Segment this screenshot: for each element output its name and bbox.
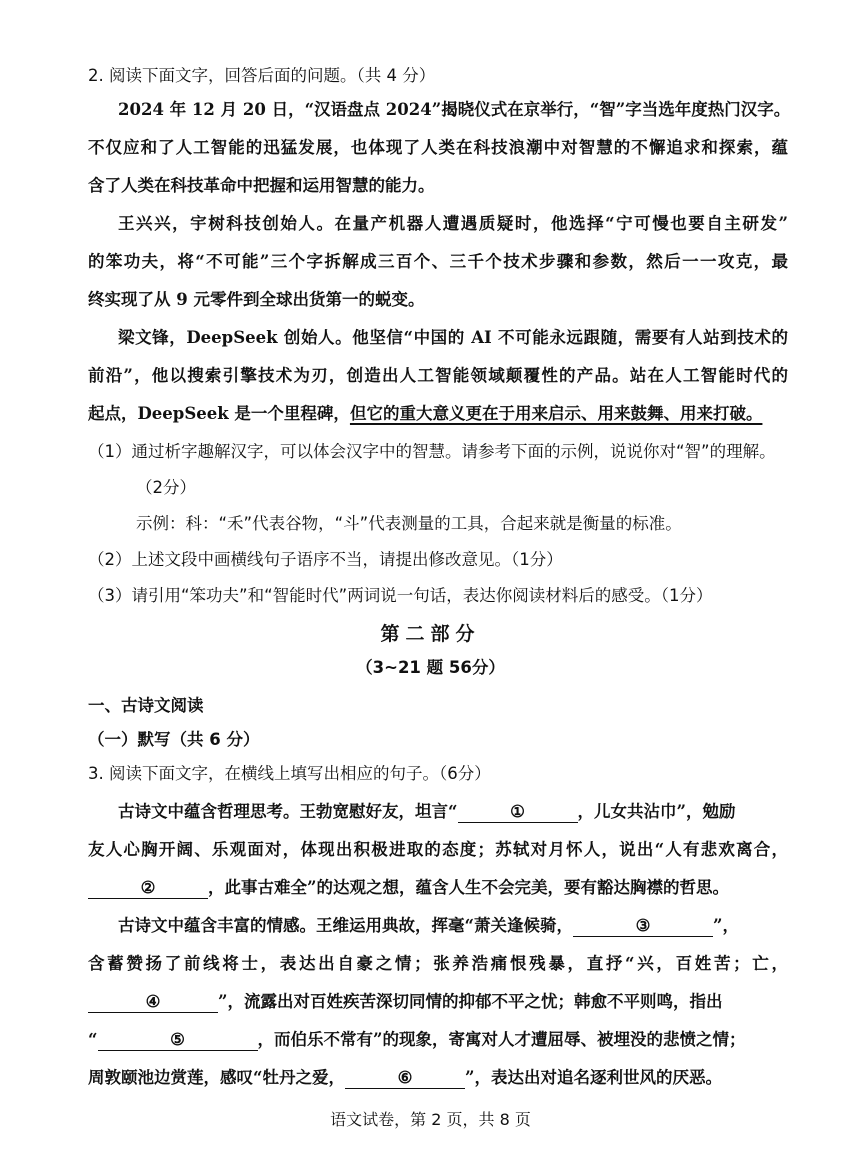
blank-4[interactable]: ④ <box>88 992 218 1013</box>
q3-p2-line2: 含蓄赞扬了前线将士，表达出自豪之情；张养浩痛恨残暴，直抒“兴，百姓苦；亡， <box>88 954 788 973</box>
blank-2[interactable]: ② <box>88 878 208 899</box>
q3-p1-line3-end: ，此事古难全”的达观之想，蕴含人生不会完美，要有豁达胸襟的哲思。 <box>208 878 729 897</box>
q2-sub1-score: （2分） <box>136 478 196 497</box>
q2-para3-line3-start: 起点，DeepSeek 是一个里程碑， <box>88 404 350 423</box>
q3-p2-line4 <box>88 1028 788 1052</box>
q3-p1-line1-start: 古诗文中蕴含哲理思考。王勃宽慰好友，坦言“ <box>118 802 458 821</box>
q2-sub1-example: 示例：科：“禾”代表谷物，“斗”代表测量的工具，合起来就是衡量的标准。 <box>136 514 682 533</box>
q2-para2-line2: 的笨功夫，将“不可能”三个字拆解成三百个、三千个技术步骤和参数，然后一一攻克，最 <box>88 252 788 271</box>
q3-p1-line1-end: ，儿女共沾巾”，勉励 <box>577 802 736 821</box>
part2-title: 第二部分 <box>380 623 481 645</box>
q2-para1-line1: 2024 年 12 月 20 日，“汉语盘点 2024”揭晓仪式在京举行，“智”字当选年度热门汉字。 <box>118 100 791 119</box>
q3-p2-line1-end: ”， <box>713 916 739 935</box>
q3-p2-line1-start: 古诗文中蕴含丰富的情感。王维运用典故，挥毫“萧关逢候骑， <box>118 916 573 935</box>
underlined-sentence: 但它的重大意义更在于用来启示、用来鼓舞、用来打破。 <box>349 404 763 423</box>
q3-heading: 3. 阅读下面文字，在横线上填写出相应的句子。（6分） <box>88 764 491 783</box>
section1-subheading: （一）默写（共 6 分） <box>88 730 260 749</box>
q2-para3-line3 <box>88 402 788 426</box>
q2-para2-line3: 终实现了从 9 元零件到全球出货第一的蜕变。 <box>88 290 425 309</box>
blank-3[interactable]: ③ <box>573 916 713 937</box>
q2-sub3: （3）请引用“笨功夫”和“智能时代”两词说一句话，表达你阅读材料后的感受。（1分） <box>88 586 713 605</box>
q3-p2-line5-end: ”，表达出对追名逐利世风的厌恶。 <box>465 1068 722 1087</box>
q2-para3-line1: 梁文锋，DeepSeek 创始人。他坚信“中国的 AI 不可能永远跟随，需要有人站到技术的 <box>118 328 788 347</box>
q2-para1-line2: 不仅应和了人工智能的迅猛发展，也体现了人类在科技浪潮中对智慧的不懈追求和探索，蕴 <box>88 138 788 157</box>
q2-sub1: （1）通过析字趣解汉字，可以体会汉字中的智慧。请参考下面的示例，说说你对“智”的理解。 <box>88 442 776 461</box>
q3-p1-line1 <box>118 800 788 824</box>
q3-p2-line1 <box>118 914 788 938</box>
section1-heading: 一、古诗文阅读 <box>88 696 204 715</box>
q3-p2-line4-end: ，而伯乐不常有”的现象，寄寓对人才遭屈辱、被埋没的悲愤之情； <box>257 1030 746 1049</box>
q2-para3-line2: 前沿”，他以搜索引擎技术为刃，创造出人工智能领域颠覆性的产品。站在人工智能时代的 <box>88 366 788 385</box>
blank-6[interactable]: ⑥ <box>345 1068 465 1089</box>
q3-p2-line3-end: ”，流露出对百姓疾苦深切同情的抑郁不平之忧；韩愈不平则鸣，指出 <box>218 992 723 1011</box>
q3-p2-line4-quote: “ <box>88 1030 98 1049</box>
q3-p1-line3 <box>88 876 788 900</box>
q2-para1-line3: 含了人类在科技革命中把握和运用智慧的能力。 <box>88 176 435 195</box>
blank-1[interactable]: ① <box>458 802 578 823</box>
part2-subtitle: （3~21 题 56分） <box>356 658 505 677</box>
q3-p2-line5-start: 周敦颐池边赏莲，感叹“牡丹之爱， <box>88 1068 345 1087</box>
q3-p2-line3 <box>88 990 788 1014</box>
q3-p2-line5 <box>88 1066 788 1090</box>
q3-p1-line2: 友人心胸开阔、乐观面对，体现出积极进取的态度；苏轼对月怀人，说出“人有悲欢离合， <box>88 840 788 859</box>
q2-heading: 2. 阅读下面文字，回答后面的问题。（共 4 分） <box>88 66 436 85</box>
q2-sub2: （2）上述文段中画横线句子语序不当，请提出修改意见。（1分） <box>88 550 563 569</box>
q2-para2-line1: 王兴兴，宇树科技创始人。在量产机器人遭遇质疑时，他选择“宁可慢也要自主研发” <box>118 214 788 233</box>
page-footer: 语文试卷，第 2 页，共 8 页 <box>330 1110 531 1129</box>
blank-5[interactable]: ⑤ <box>98 1030 258 1051</box>
